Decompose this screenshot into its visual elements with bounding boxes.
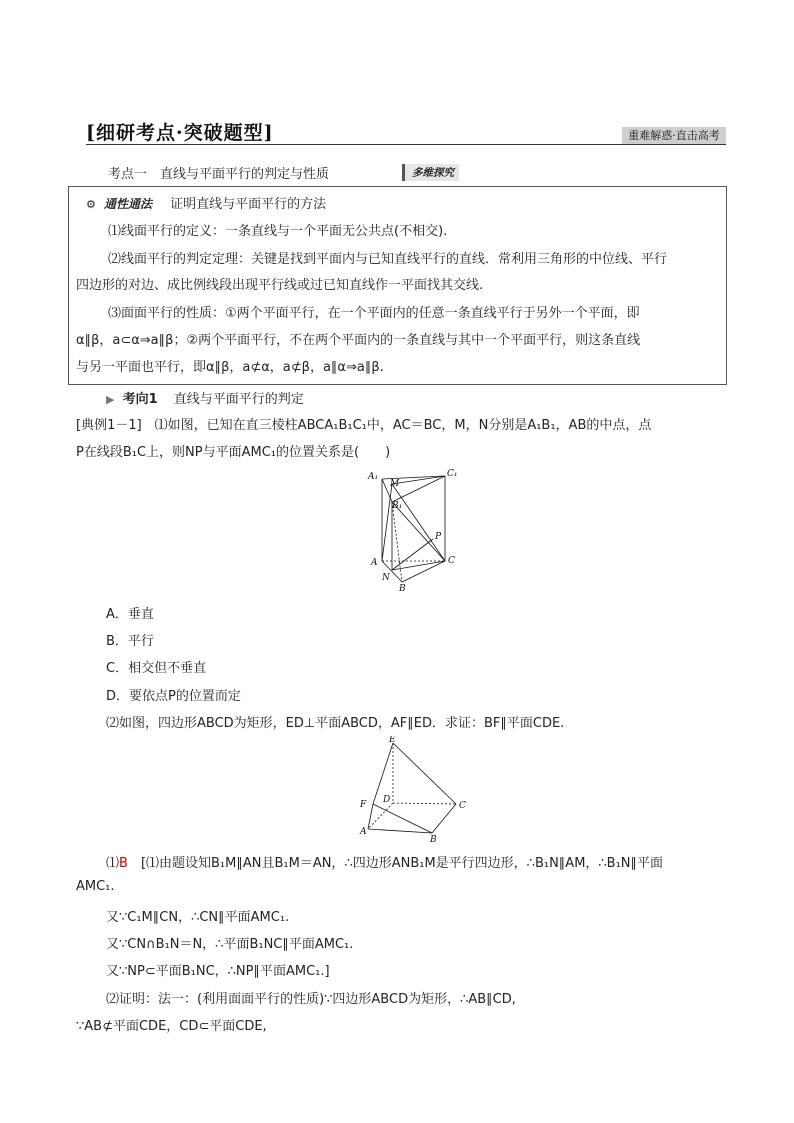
fig1-label-A1: A₁ [368, 472, 379, 482]
solution-line-5: ⑵证明：法一：(利用面面平行的性质)∵四边形ABCD为矩形，∴AB∥CD, [106, 992, 516, 1007]
method-line-6: 与另一平面也平行，即α∥β，a⊄α，a⊄β，a∥α⇒a∥β. [76, 360, 384, 375]
option-a: A．垂直 [106, 607, 154, 622]
fig2-label-C: C [459, 801, 466, 811]
fig2-label-A: A [360, 827, 367, 837]
kaoxiang-heading [106, 388, 304, 407]
method-box-header [86, 193, 326, 212]
solution-line-3: 又∵CN∩B₁N＝N，∴平面B₁NC∥平面AMC₁. [106, 937, 354, 952]
option-c: C．相交但不垂直 [106, 661, 207, 676]
fig1-label-A: A [371, 558, 378, 568]
kaodian-title: 考点一 直线与平面平行的判定与性质 [108, 167, 330, 182]
fig1-label-B1: B₁ [392, 501, 403, 511]
fig1-label-C1: C₁ [447, 469, 458, 479]
method-line-5: α∥β，a⊂α⇒a∥β；②两个平面平行，不在两个平面内的一条直线与其中一个平面平行，则这条直线 [76, 333, 641, 348]
answer-letter: B [119, 856, 128, 871]
fig1-label-B: B [399, 584, 406, 594]
fig2-label-D: D [383, 795, 391, 805]
solution-line-6: ∵AB⊄平面CDE，CD⊂平面CDE, [76, 1019, 267, 1034]
fig1-label-M: M [390, 479, 400, 489]
fig1-label-P: P [435, 532, 442, 542]
method-line-4: ⑶面面平行的性质：①两个平面平行，在一个平面内的任意一条直线平行于另外一个平面，即 [108, 306, 640, 321]
answer-prefix: ⑴ [106, 856, 120, 871]
rectangle-figure [355, 736, 475, 844]
fig1-label-N: N [382, 573, 390, 583]
solution-line-1b: AMC₁. [76, 879, 115, 894]
example-line-1: [典例1－1] ⑴如图，已知在直三棱柱ABCA₁B₁C₁中，AC＝BC，M，N分别是A₁B₁，AB的中点，点 [76, 418, 652, 433]
method-line-1: ⑴线面平行的定义：一条直线与一个平面无公共点(不相交). [108, 224, 448, 239]
fig2-label-F: F [360, 800, 367, 810]
triangle-icon: ▶ [106, 393, 115, 406]
method-title: 证明直线与平面平行的方法 [170, 197, 327, 212]
solution-line-2: 又∵C₁M∥CN，∴CN∥平面AMC₁. [106, 910, 290, 925]
multi-explore-badge: 多维探究 [402, 164, 459, 181]
section-tag: 重难解惑·直击高考 [622, 127, 726, 144]
method-icon: ⚙ [86, 198, 96, 211]
solution-line-4: 又∵NP⊂平面B₁NC，∴NP∥平面AMC₁.] [106, 964, 330, 979]
example-line-2: P在线段B₁C上，则NP与平面AMC₁的位置关系是( ) [76, 445, 391, 460]
option-b: B．平行 [106, 634, 154, 649]
example-part2: ⑵如图，四边形ABCD为矩形，ED⊥平面ABCD，AF∥ED．求证：BF∥平面CDE. [106, 716, 565, 731]
fig2-label-E: E [389, 736, 396, 745]
title-rule [86, 144, 726, 145]
prism-figure [360, 464, 470, 594]
solution-line-1 [106, 852, 663, 871]
fig2-label-B: B [430, 835, 437, 844]
option-d: D．要依点P的位置而定 [106, 689, 241, 704]
method-label: 通性通法 [104, 197, 153, 211]
kaoxiang-label: 考向1 [122, 392, 158, 407]
method-line-3: 四边形的对边、成比例线段出现平行线或过已知直线作一平面找其交线. [76, 278, 484, 293]
fig1-label-C: C [448, 556, 455, 566]
method-line-2: ⑵线面平行的判定定理：关键是找到平面内与已知直线平行的直线．常利用三角形的中位线、平行 [108, 252, 668, 267]
solution-text-1: [⑴由题设知B₁M∥AN且B₁M＝AN，∴四边形ANB₁M是平行四边形，∴B₁N∥AM，∴B₁N∥平面 [127, 856, 664, 871]
section-title: [细研考点·突破题型] [86, 122, 274, 144]
kaoxiang-title: 直线与平面平行的判定 [173, 392, 304, 407]
